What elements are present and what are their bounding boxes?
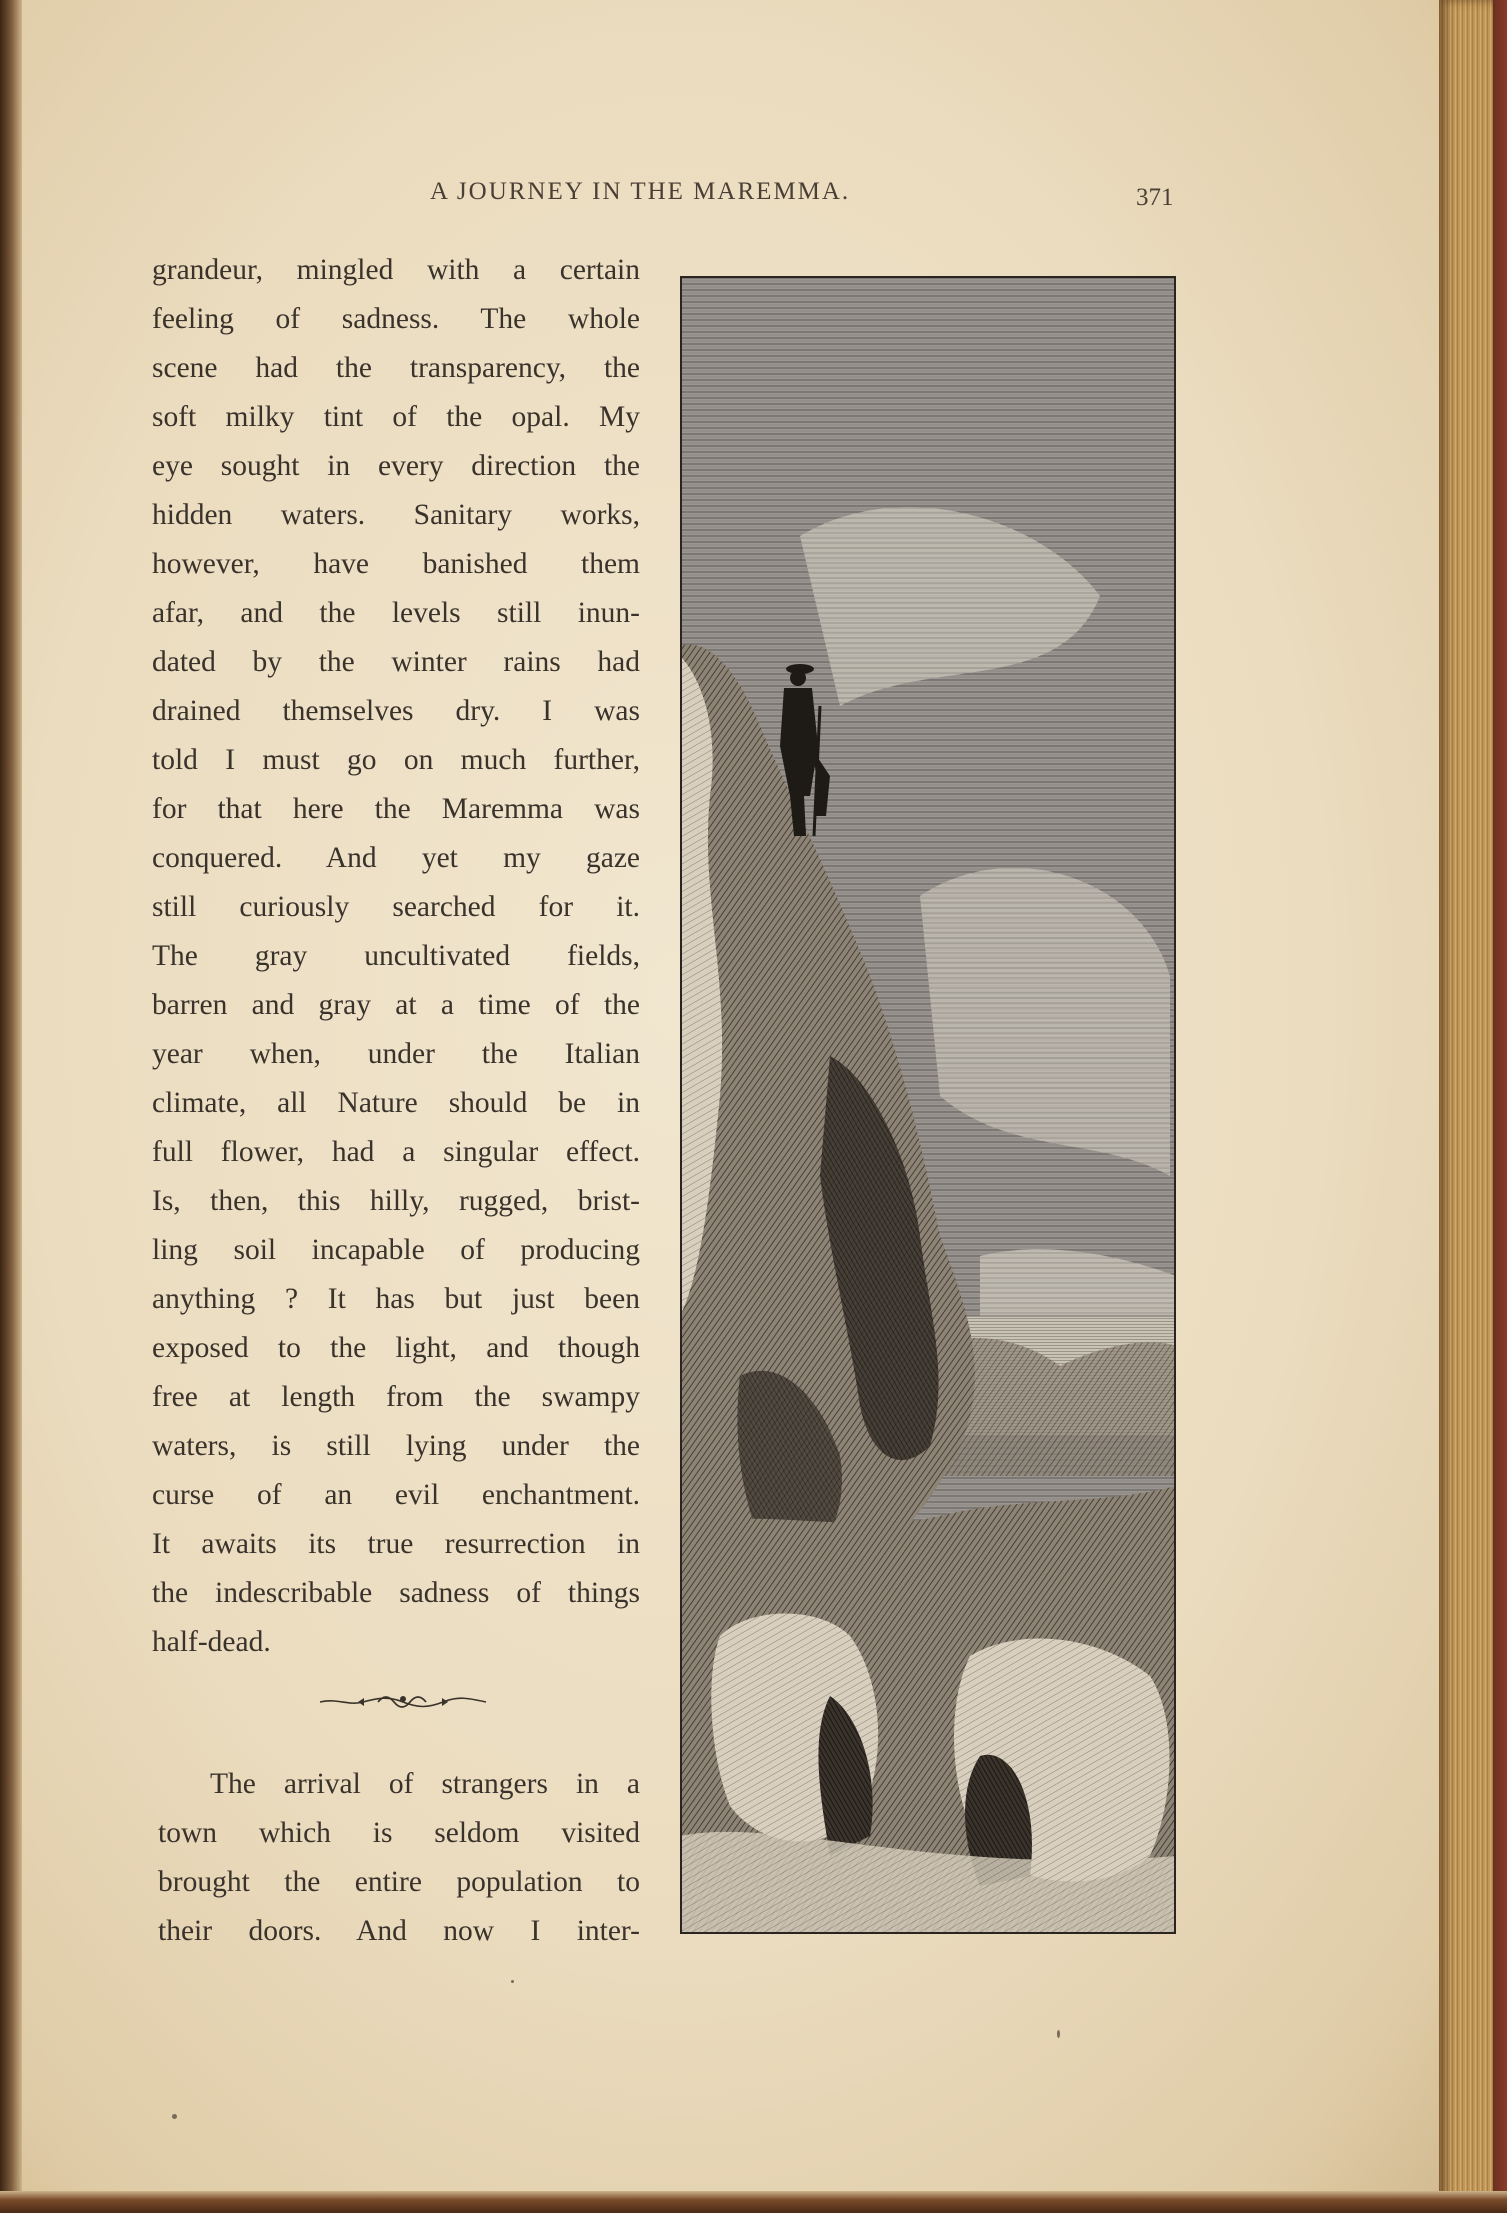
paper-speck	[1057, 2030, 1060, 2038]
page-edges	[1439, 0, 1507, 2213]
text-line: their doors. And now I inter-	[158, 1915, 640, 1947]
paragraph-1	[152, 246, 640, 1667]
text-line: grandeur, mingled with a certain	[152, 254, 640, 286]
text-line: free at length from the swampy	[152, 1381, 640, 1413]
binding-gutter	[0, 0, 22, 2213]
text-line: exposed to the light, and though	[152, 1332, 640, 1364]
text-line: afar, and the levels still inun-	[152, 597, 640, 629]
text-line: eye sought in every direction the	[152, 450, 640, 482]
text-line: It awaits its true resurrection in	[152, 1528, 640, 1560]
text-line: ling soil incapable of producing	[152, 1234, 640, 1266]
running-title: A JOURNEY IN THE MAREMMA.	[430, 178, 851, 205]
paragraph-2	[158, 1760, 640, 1956]
text-line: Is, then, this hilly, rugged, brist-	[152, 1185, 640, 1217]
text-line: the indescribable sadness of things	[152, 1577, 640, 1609]
text-line: town which is seldom visited	[158, 1817, 640, 1849]
text-line: told I must go on much further,	[152, 744, 640, 776]
page-number: 371	[1136, 184, 1174, 211]
text-line: half-dead.	[152, 1626, 271, 1658]
text-line: climate, all Nature should be in	[152, 1087, 640, 1119]
text-line: however, have banished them	[152, 548, 640, 580]
text-line: dated by the winter rains had	[152, 646, 640, 678]
text-line: drained themselves dry. I was	[152, 695, 640, 727]
cliff-engraving-illustration	[680, 276, 1176, 1934]
text-line: for that here the Maremma was	[152, 793, 640, 825]
text-line: barren and gray at a time of the	[152, 989, 640, 1021]
section-ornament-icon	[318, 1690, 488, 1714]
text-line: anything ? It has but just been	[152, 1283, 640, 1315]
text-line: waters, is still lying under the	[152, 1430, 640, 1462]
text-line: year when, under the Italian	[152, 1038, 640, 1070]
text-line: hidden waters. Sanitary works,	[152, 499, 640, 531]
text-line: scene had the transparency, the	[152, 352, 640, 384]
paper-speck	[172, 2114, 177, 2119]
text-line: conquered. And yet my gaze	[152, 842, 640, 874]
text-line: The arrival of strangers in a	[210, 1768, 640, 1800]
text-line: still curiously searched for it.	[152, 891, 640, 923]
paper-speck	[511, 1980, 514, 1983]
text-line: brought the entire population to	[158, 1866, 640, 1898]
text-line: full flower, had a singular effect.	[152, 1136, 640, 1168]
book-bottom-edge	[0, 2191, 1507, 2213]
text-line: soft milky tint of the opal. My	[152, 401, 640, 433]
text-line: curse of an evil enchantment.	[152, 1479, 640, 1511]
text-line: feeling of sadness. The whole	[152, 303, 640, 335]
text-line: The gray uncultivated fields,	[152, 940, 640, 972]
